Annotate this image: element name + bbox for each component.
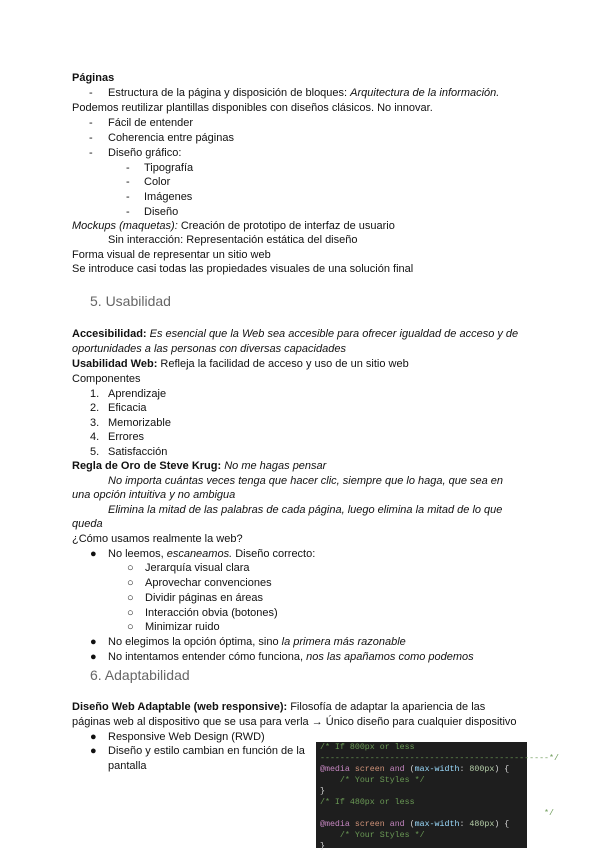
paragraph: No importa cuántas veces tenga que hacer clic, siempre que lo haga, que sea en [108, 475, 504, 487]
paragraph: Usabilidad Web: Refleja la facilidad de acceso y uso de un sitio web [72, 358, 409, 370]
dash-marker: - [126, 206, 130, 218]
paragraph: páginas web al dispositivo que se usa para verla → Único diseño para cualquier dispositivo [72, 716, 517, 728]
list-number: 4. [90, 431, 100, 443]
dash-marker: - [126, 162, 130, 174]
paragraph: Diseño Web Adaptable (web responsive): Filosofía de adaptar la apariencia de las [72, 701, 486, 713]
sub-list-item: Color [144, 176, 171, 188]
dash-marker: - [126, 191, 130, 203]
dash-marker: - [89, 87, 93, 99]
paragraph: Forma visual de representar un sitio web [72, 249, 271, 261]
sub-list-item: Minimizar ruido [145, 621, 220, 633]
bullet-circle: ○ [127, 607, 134, 619]
list-item: No leemos, escaneamos. Diseño correcto: [108, 548, 316, 560]
section-heading-adaptabilidad: 6. Adaptabilidad [90, 667, 190, 683]
sub-list-item: Dividir páginas en áreas [145, 592, 264, 604]
bullet-dot: ● [90, 636, 97, 648]
bullet-dot: ● [90, 745, 97, 757]
list-item: Diseño y estilo cambian en función de la [108, 745, 305, 757]
dash-marker: - [89, 147, 93, 159]
bullet-circle: ○ [127, 621, 134, 633]
paragraph: Sin interacción: Representación estática del diseño [108, 234, 358, 246]
sub-list-item: Diseño [144, 206, 179, 218]
bullet-dot: ● [90, 651, 97, 663]
paragraph: Componentes [72, 373, 141, 385]
code-line: ----------------------------------------------*/ [320, 754, 559, 763]
bullet-circle: ○ [127, 577, 134, 589]
code-line: /* Your Styles */ [320, 831, 425, 840]
paragraph: ¿Cómo usamos realmente la web? [72, 533, 243, 545]
code-line: } [320, 842, 325, 851]
list-number: 1. [90, 388, 100, 400]
list-item: Errores [108, 431, 145, 443]
sub-list-item: Jerarquía visual clara [145, 562, 250, 574]
sub-list-item: Interacción obvia (botones) [145, 607, 278, 619]
list-item-continuation: pantalla [108, 760, 147, 772]
list-number: 5. [90, 446, 100, 458]
paragraph: queda [72, 518, 103, 530]
paragraph: una opción intuitiva y no ambigua [72, 489, 236, 501]
list-item: Aprendizaje [108, 388, 167, 400]
list-item: Coherencia entre páginas [108, 132, 234, 144]
list-item: Memorizable [108, 417, 171, 429]
bullet-circle: ○ [127, 562, 134, 574]
code-line: /* Your Styles */ [320, 776, 425, 785]
list-item: Satisfacción [108, 446, 168, 458]
code-line: } [320, 787, 325, 796]
section-heading-usabilidad: 5. Usabilidad [90, 293, 171, 309]
dash-marker: - [126, 176, 130, 188]
code-line: @media screen and (max-width: 800px) { [320, 765, 510, 774]
paragraph: Elimina la mitad de las palabras de cada página, luego elimina la mitad de lo que [108, 504, 503, 516]
dash-marker: - [89, 132, 93, 144]
paragraph: Accesibilidad: Es esencial que la Web sea accesible para ofrecer igualdad de acceso y de [72, 328, 519, 340]
list-item: No elegimos la opción óptima, sino la primera más razonable [108, 636, 406, 648]
sub-list-item: Aprovechar convenciones [145, 577, 272, 589]
code-line: /* If 800px or less [320, 743, 415, 752]
bullet-circle: ○ [127, 592, 134, 604]
list-item: Estructura de la página y disposición de bloques: Arquitectura de la información. [108, 87, 500, 99]
paragraph: Se introduce casi todas las propiedades visuales de una solución final [72, 263, 414, 275]
code-line: */ [320, 809, 555, 818]
bullet-dot: ● [90, 731, 97, 743]
bullet-dot: ● [90, 548, 97, 560]
sub-list-item: Imágenes [144, 191, 193, 203]
section-title-paginas: Páginas [72, 72, 115, 84]
paragraph: Mockups (maquetas): Creación de prototipo de interfaz de usuario [72, 220, 395, 232]
list-item: Responsive Web Design (RWD) [108, 731, 265, 743]
code-line: @media screen and (max-width: 480px) { [320, 820, 510, 829]
list-item: Diseño gráfico: [108, 147, 182, 159]
list-item: Fácil de entender [108, 117, 193, 129]
list-item: Eficacia [108, 402, 147, 414]
paragraph: oportunidades a las personas con diversas capacidades [72, 343, 346, 355]
paragraph: Podemos reutilizar plantillas disponibles con diseños clásicos. No innovar. [72, 102, 433, 114]
code-line: /* If 480px or less [320, 798, 415, 807]
code-snippet-image [316, 742, 559, 851]
list-number: 2. [90, 402, 100, 414]
dash-marker: - [89, 117, 93, 129]
paragraph: Regla de Oro de Steve Krug: No me hagas pensar [72, 460, 327, 472]
list-item: No intentamos entender cómo funciona, nos las apañamos como podemos [108, 651, 474, 663]
list-number: 3. [90, 417, 100, 429]
sub-list-item: Tipografía [144, 162, 194, 174]
